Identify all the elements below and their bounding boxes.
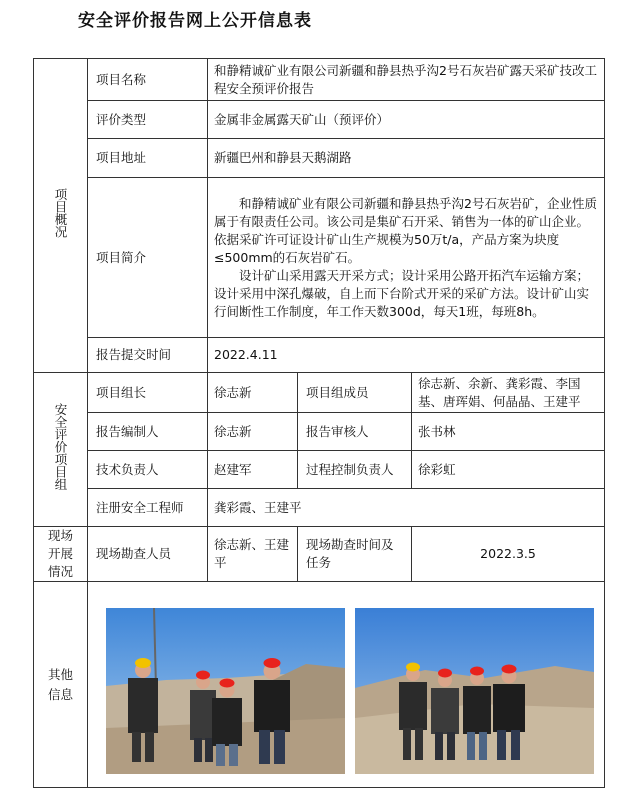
page-title: 安全评价报告网上公开信息表 xyxy=(78,11,312,31)
section-overview: 项目概况 xyxy=(34,59,88,373)
process-control-label: 过程控制负责人 xyxy=(298,451,412,489)
safety-engineer-label: 注册安全工程师 xyxy=(88,489,208,527)
process-control-value: 徐彩虹 xyxy=(412,451,605,489)
project-name-value: 和静精诚矿业有限公司新疆和静县热乎沟2号石灰岩矿露天采矿技改工程安全预评价报告 xyxy=(208,59,605,101)
section-site: 现场开展情况 xyxy=(34,527,88,582)
writer-label: 报告编制人 xyxy=(88,413,208,451)
submit-date-value: 2022.4.11 xyxy=(208,338,605,373)
submit-date-label: 报告提交时间 xyxy=(88,338,208,373)
eval-type-label: 评价类型 xyxy=(88,101,208,139)
site-staff-value: 徐志新、王建平 xyxy=(208,527,298,582)
safety-engineer-value: 龚彩霞、王建平 xyxy=(208,489,605,527)
project-intro-label: 项目简介 xyxy=(88,178,208,338)
site-photo-2 xyxy=(355,608,594,774)
leader-value: 徐志新 xyxy=(208,373,298,413)
project-intro-value xyxy=(208,178,605,338)
writer-value: 徐志新 xyxy=(208,413,298,451)
project-address-label: 项目地址 xyxy=(88,139,208,178)
site-staff-label: 现场勘查人员 xyxy=(88,527,208,582)
intro-paragraph-2: 设计矿山采用露天开采方式；设计采用公路开拓汽车运输方案；设计采用中深孔爆破，自上而下台阶式开采的采矿方法。设计矿山实行间断性工作制度，年工作天数300d，每天1班，每班8h。 xyxy=(214,267,590,319)
members-value: 徐志新、余新、龚彩霞、李国基、唐珲娟、何晶晶、王建平 xyxy=(412,373,605,413)
tech-lead-value: 赵建军 xyxy=(208,451,298,489)
project-name-label: 项目名称 xyxy=(88,59,208,101)
intro-paragraph-1: 和静精诚矿业有限公司新疆和静县热乎沟2号石灰岩矿，企业性质属于有限责任公司。该公司是集矿石开采、销售为一体的矿山企业。依据采矿许可证设计矿山生产规模为50万t/a，产品方案为块度≤500mm的石灰岩矿石。 xyxy=(214,195,597,265)
members-label: 项目组成员 xyxy=(298,373,412,413)
leader-label: 项目组长 xyxy=(88,373,208,413)
section-other: 其他信息 xyxy=(34,582,88,788)
site-time-value: 2022.3.5 xyxy=(412,527,605,582)
section-team: 安全评价项目组 xyxy=(34,373,88,527)
eval-type-value: 金属非金属露天矿山（预评价） xyxy=(208,101,605,139)
info-table xyxy=(33,58,605,788)
site-time-label: 现场勘查时间及任务 xyxy=(298,527,412,582)
site-photo-1 xyxy=(106,608,345,774)
reviewer-label: 报告审核人 xyxy=(298,413,412,451)
tech-lead-label: 技术负责人 xyxy=(88,451,208,489)
reviewer-value: 张书林 xyxy=(412,413,605,451)
photos-cell xyxy=(88,582,605,788)
project-address-value: 新疆巴州和静县天鹅湖路 xyxy=(208,139,605,178)
